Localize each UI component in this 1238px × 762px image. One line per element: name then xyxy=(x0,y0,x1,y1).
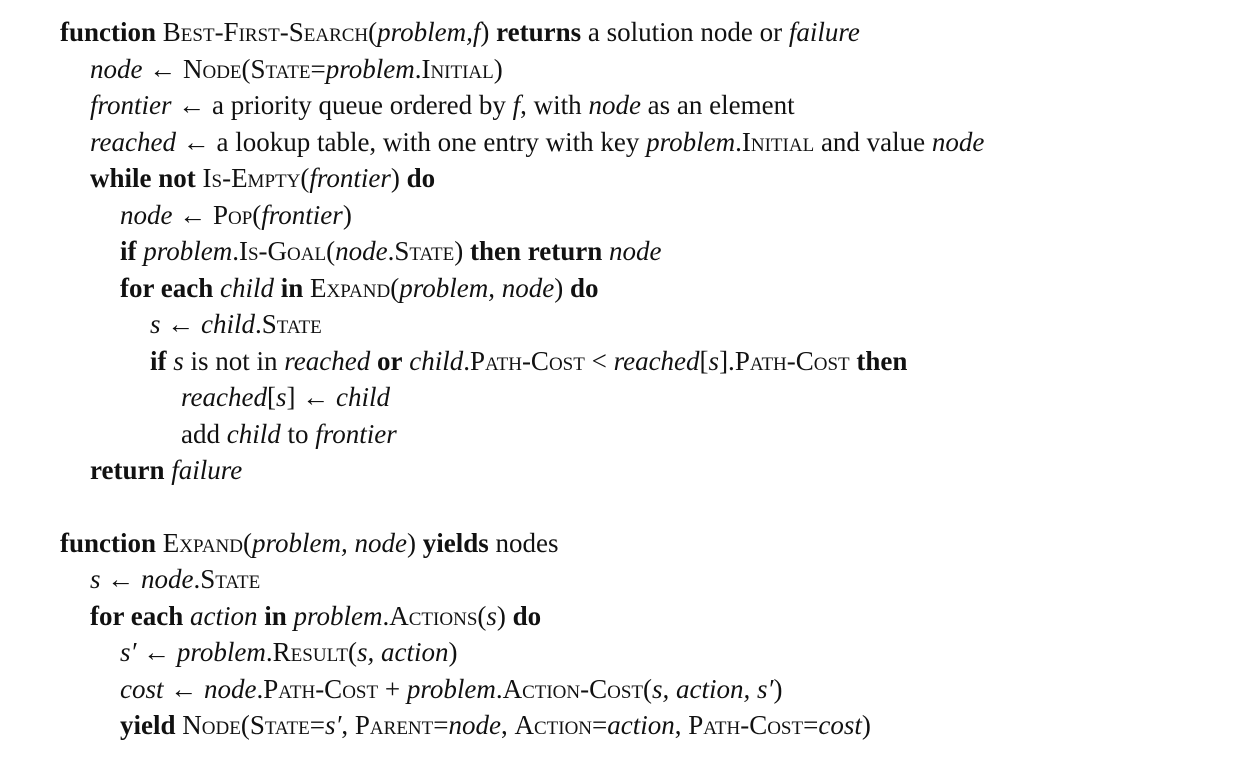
code-line xyxy=(60,51,1230,88)
code-text: . xyxy=(735,126,742,157)
code-text xyxy=(370,346,377,376)
function-separator xyxy=(60,489,1230,525)
variable: frontier xyxy=(90,90,172,120)
variable: cost xyxy=(818,710,862,740)
code-text: ← a priority queue ordered by xyxy=(171,90,513,120)
variable: node xyxy=(204,673,257,704)
keyword: for each xyxy=(120,272,214,303)
variable: s, action, s′ xyxy=(652,673,774,704)
code-text: = xyxy=(803,710,819,740)
variable: action xyxy=(189,600,258,631)
variable: node xyxy=(120,199,173,230)
keyword: return xyxy=(90,455,165,485)
variable: child xyxy=(219,272,274,303)
code-text xyxy=(156,17,163,47)
function-name: Is-Empty xyxy=(202,163,301,193)
variable: problem xyxy=(325,53,415,84)
code-text: = xyxy=(592,710,608,740)
function-signature xyxy=(60,525,1230,562)
code-text: + xyxy=(378,673,407,704)
code-line xyxy=(60,671,1230,708)
code-text: ( xyxy=(326,236,336,266)
function-signature xyxy=(60,14,1230,51)
variable: reached xyxy=(613,345,700,376)
code-text: ]. xyxy=(719,345,735,376)
variable: cost xyxy=(120,673,164,704)
variable: problem xyxy=(406,673,496,704)
code-text: ← a lookup table, with one entry with key xyxy=(175,126,647,157)
code-text: ( xyxy=(643,673,653,704)
variable: failure xyxy=(788,17,860,47)
variable: node xyxy=(141,564,194,594)
code-line xyxy=(60,343,1230,380)
variable: s xyxy=(173,345,184,376)
code-text: . xyxy=(232,236,239,266)
code-text xyxy=(183,601,190,631)
code-line xyxy=(60,561,1230,598)
function-name: Path-Cost xyxy=(688,710,804,740)
variable: s xyxy=(708,345,720,376)
keyword: function xyxy=(60,527,157,558)
code-text: [ xyxy=(699,345,709,376)
code-text: ) xyxy=(554,272,570,303)
code-line xyxy=(60,197,1230,234)
variable: child xyxy=(201,309,256,339)
code-text xyxy=(196,163,203,193)
code-text xyxy=(213,273,220,303)
keyword: in xyxy=(264,600,287,631)
function-name: Initial xyxy=(741,126,815,157)
code-text xyxy=(303,273,310,303)
variable: node xyxy=(609,236,662,266)
code-text: to xyxy=(280,418,316,449)
variable: s′ xyxy=(324,710,342,740)
code-line xyxy=(60,416,1230,453)
keyword: for each xyxy=(90,600,184,631)
code-text: ( xyxy=(241,53,251,84)
code-text xyxy=(156,528,163,558)
variable: child xyxy=(335,382,390,412)
function-name: Pop xyxy=(212,199,253,230)
code-text: ( xyxy=(300,163,310,193)
code-line xyxy=(60,598,1230,635)
code-text: . xyxy=(255,309,262,339)
keyword: do xyxy=(406,163,436,193)
keyword: while not xyxy=(90,163,196,193)
variable: failure xyxy=(171,455,243,485)
code-text: = xyxy=(309,710,325,740)
code-text: ) xyxy=(342,199,352,230)
code-text: ( xyxy=(252,199,262,230)
code-text: ( xyxy=(390,272,400,303)
variable: child xyxy=(226,418,281,449)
code-text: ) xyxy=(406,527,423,558)
code-line xyxy=(60,124,1230,161)
variable: s xyxy=(150,309,161,339)
keyword: if xyxy=(120,236,137,266)
code-line xyxy=(60,306,1230,343)
code-text: ← xyxy=(163,673,204,704)
function-name: Actions xyxy=(389,600,478,631)
variable: problem xyxy=(646,126,736,157)
function-name: Action xyxy=(514,710,593,740)
code-text: ( xyxy=(477,600,487,631)
function-name: Is-Goal xyxy=(239,236,327,266)
code-text: , xyxy=(500,710,515,740)
variable: frontier xyxy=(309,163,391,193)
code-text: ] ← xyxy=(286,382,336,412)
code-text: = xyxy=(433,710,449,740)
code-text: and value xyxy=(814,126,932,157)
code-text: ( xyxy=(242,527,252,558)
keyword: do xyxy=(569,272,599,303)
code-text: ) xyxy=(496,600,513,631)
variable: reached xyxy=(284,345,371,376)
function-block xyxy=(60,14,1230,489)
code-text: ( xyxy=(368,17,378,47)
variable: frontier xyxy=(315,418,397,449)
variable: frontier xyxy=(261,199,343,230)
code-text xyxy=(287,601,294,631)
function-name: State xyxy=(200,564,261,594)
function-name: Path-Cost xyxy=(734,345,850,376)
variable: f xyxy=(512,90,521,120)
keyword: do xyxy=(512,600,542,631)
function-name: State xyxy=(394,236,455,266)
function-name: Expand xyxy=(162,527,243,558)
code-line xyxy=(60,87,1230,124)
code-text: . xyxy=(495,673,503,704)
code-text: ) xyxy=(493,53,503,84)
code-text: ← xyxy=(160,309,202,339)
code-text: ← xyxy=(142,53,183,84)
function-name: Path-Cost xyxy=(469,345,585,376)
variable: problem, node xyxy=(251,527,407,558)
code-text: [ xyxy=(266,382,276,412)
code-line xyxy=(60,634,1230,671)
variable: reached xyxy=(181,382,267,412)
keyword: returns xyxy=(496,17,582,47)
function-name: Best-First-Search xyxy=(162,17,369,47)
code-text: as an element xyxy=(640,90,795,120)
code-text: ) xyxy=(390,163,407,193)
code-text: . xyxy=(382,600,390,631)
code-text: ) xyxy=(480,17,497,47)
code-text: a solution node or xyxy=(581,17,789,47)
keyword: yield xyxy=(120,710,176,740)
function-name: Action-Cost xyxy=(502,673,644,704)
function-block xyxy=(60,525,1230,744)
code-text: ← xyxy=(136,637,177,667)
code-text: . xyxy=(193,564,201,594)
code-text: ← xyxy=(100,564,142,594)
function-name: Node xyxy=(182,53,242,84)
code-text: , xyxy=(341,710,355,740)
variable: problem, node xyxy=(399,272,555,303)
variable: child xyxy=(409,345,464,376)
code-text: ) xyxy=(773,673,783,704)
variable: node xyxy=(90,53,143,84)
variable: node xyxy=(335,236,388,266)
code-text: ) xyxy=(448,637,458,667)
keyword: or xyxy=(377,345,403,376)
code-text: is not in xyxy=(183,345,285,376)
variable: s xyxy=(275,382,287,412)
function-name: Expand xyxy=(310,272,391,303)
code-line xyxy=(60,233,1230,270)
variable: problem xyxy=(293,600,383,631)
code-text: . xyxy=(414,53,422,84)
pseudocode-listing xyxy=(60,14,1230,744)
code-text: . xyxy=(463,345,470,376)
keyword: yields xyxy=(422,527,489,558)
code-text: , xyxy=(674,710,689,740)
code-line xyxy=(60,707,1230,744)
code-text: ( xyxy=(240,710,250,740)
code-text: nodes xyxy=(488,527,559,558)
function-name: Parent xyxy=(354,710,434,740)
variable: problem,f xyxy=(377,17,481,47)
variable: reached xyxy=(90,126,176,157)
variable: problem xyxy=(176,637,266,667)
code-text: ) xyxy=(454,236,471,266)
keyword: in xyxy=(280,272,304,303)
function-name: Initial xyxy=(421,53,494,84)
code-line xyxy=(60,270,1230,307)
code-text xyxy=(274,273,281,303)
keyword: then xyxy=(856,345,908,376)
code-text: ← xyxy=(172,199,213,230)
keyword: then return xyxy=(470,236,603,266)
variable: s xyxy=(90,564,101,594)
code-line xyxy=(60,452,1230,489)
function-name: Node xyxy=(182,710,241,740)
function-name: Result xyxy=(272,637,349,667)
variable: s xyxy=(486,600,497,631)
code-text: ) xyxy=(861,710,871,740)
keyword: function xyxy=(60,17,157,47)
variable: s′ xyxy=(120,637,137,667)
variable: s, action xyxy=(357,637,449,667)
variable: action xyxy=(607,710,675,740)
code-line xyxy=(60,379,1230,416)
function-name: Path-Cost xyxy=(263,673,379,704)
variable: node xyxy=(931,126,985,157)
keyword: if xyxy=(150,345,167,376)
function-name: State xyxy=(249,710,310,740)
code-text: ( xyxy=(348,637,358,667)
variable: node xyxy=(588,90,641,120)
variable: node xyxy=(448,710,501,740)
code-text: . xyxy=(265,637,273,667)
function-name: State xyxy=(261,309,322,339)
variable: problem xyxy=(143,236,233,266)
code-text: . xyxy=(387,236,395,266)
code-text: < xyxy=(584,345,614,376)
code-text: . xyxy=(256,673,264,704)
function-name: State xyxy=(250,53,311,84)
code-text: = xyxy=(310,53,326,84)
code-text: add xyxy=(181,418,227,449)
code-text: , with xyxy=(520,90,589,120)
code-line xyxy=(60,160,1230,197)
